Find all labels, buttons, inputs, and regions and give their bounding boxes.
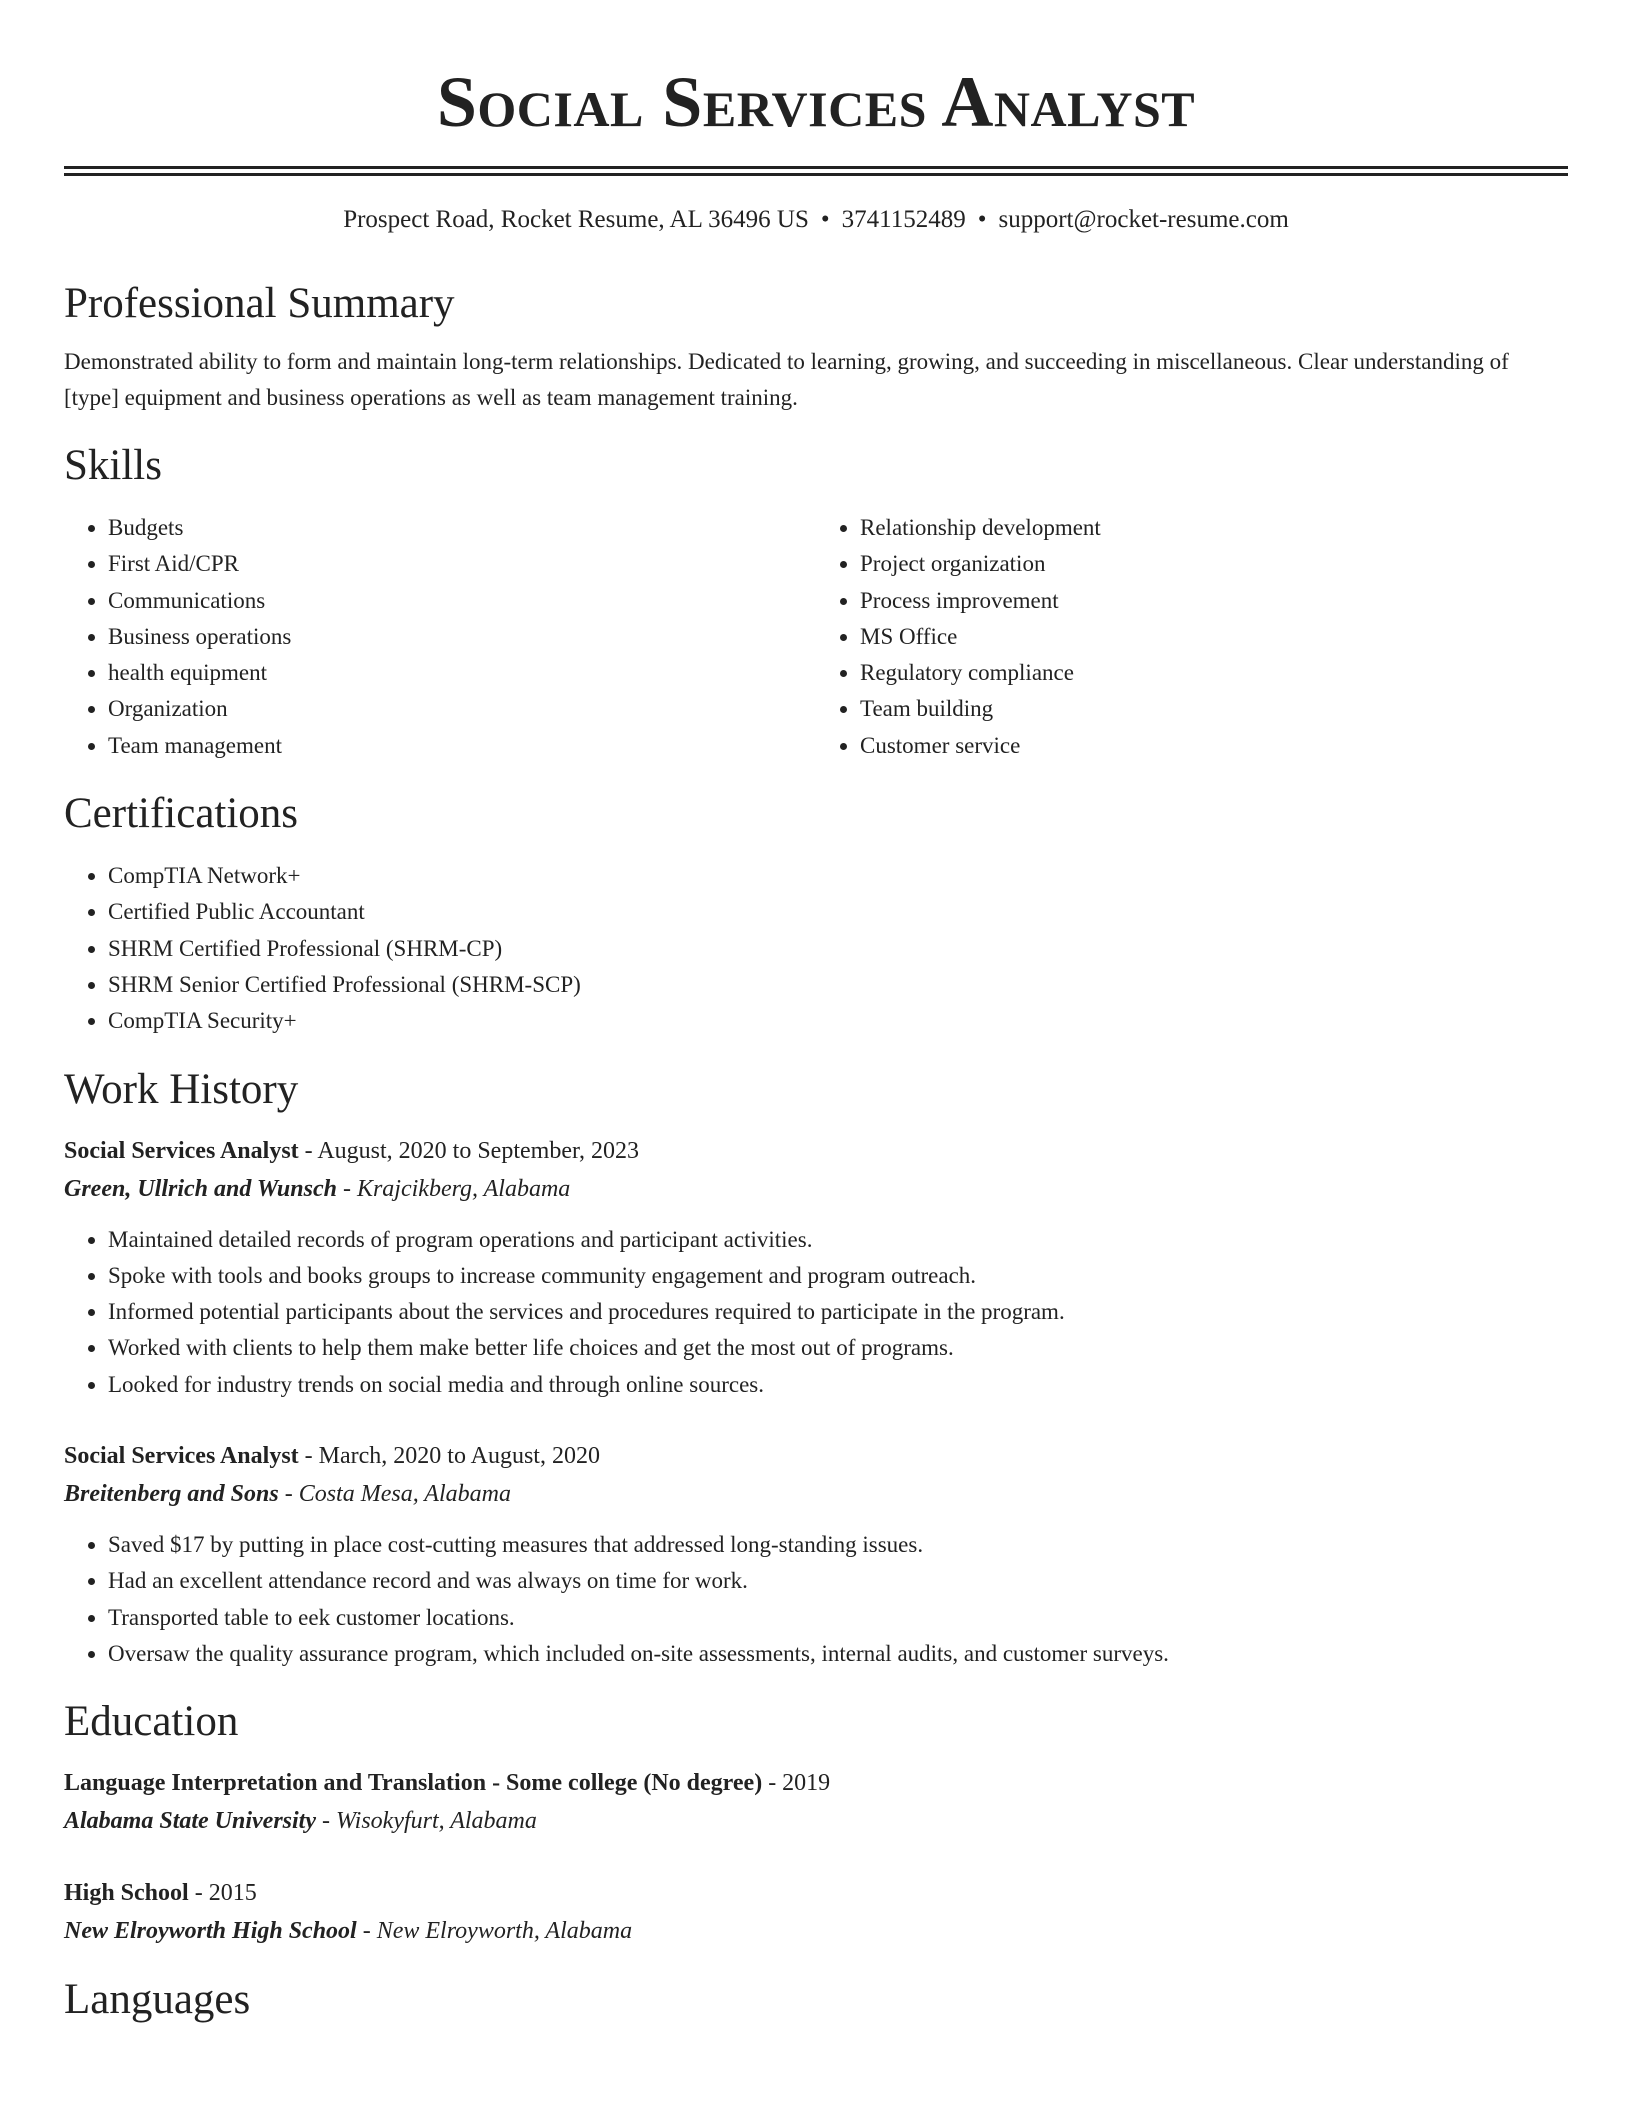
skill-item: • First Aid/CPR xyxy=(108,546,816,582)
job-title-line xyxy=(64,1132,1568,1170)
skill-item: • Budgets xyxy=(108,510,816,546)
contact-address: Prospect Road, Rocket Resume, AL 36496 US xyxy=(343,206,809,233)
contact-email: support@rocket-resume.com xyxy=(998,206,1289,233)
education-year: - 2019 xyxy=(762,1770,831,1797)
certification-item: • SHRM Certified Professional (SHRM-CP) xyxy=(108,931,1568,967)
contact-separator: • xyxy=(977,206,987,233)
contact-separator: • xyxy=(820,206,830,233)
education-degree-line xyxy=(64,1764,1568,1802)
skills-columns xyxy=(64,510,1568,764)
skill-item: • Organization xyxy=(108,691,816,727)
job-entry xyxy=(64,1437,1568,1672)
job-bullet: • Looked for industry trends on social media and through online sources. xyxy=(108,1367,1568,1403)
job-company: Breitenberg and Sons xyxy=(64,1481,279,1508)
certification-item: • Certified Public Accountant xyxy=(108,894,1568,930)
contact-line xyxy=(64,204,1568,236)
skill-item: • health equipment xyxy=(108,655,816,691)
summary-section xyxy=(64,276,1568,416)
certification-item: • SHRM Senior Certified Professional (SHRM-SCP) xyxy=(108,967,1568,1003)
skills-heading: Skills xyxy=(64,442,162,489)
education-location: - New Elroyworth, Alabama xyxy=(356,1918,633,1945)
job-company-line xyxy=(64,1475,1568,1513)
education-heading: Education xyxy=(64,1698,239,1746)
job-bullets xyxy=(64,1222,1568,1403)
languages-heading: Languages xyxy=(64,1976,251,2024)
job-company: Green, Ullrich and Wunsch xyxy=(64,1175,337,1202)
certifications-section xyxy=(64,786,1568,1039)
job-title: Social Services Analyst xyxy=(64,1443,299,1470)
candidate-name: Social Services Analyst xyxy=(436,62,1196,142)
job-bullets xyxy=(64,1527,1568,1672)
education-year: - 2015 xyxy=(188,1880,257,1907)
skills-list-left xyxy=(64,510,816,764)
education-school: Alabama State University xyxy=(64,1808,316,1835)
job-title: Social Services Analyst xyxy=(64,1137,299,1164)
job-dates: - August, 2020 to September, 2023 xyxy=(298,1137,640,1164)
education-section xyxy=(64,1694,1568,1950)
job-entry xyxy=(64,1132,1568,1403)
skill-item: • Regulatory compliance xyxy=(860,655,1568,691)
job-location: - Costa Mesa, Alabama xyxy=(278,1481,511,1508)
certifications-heading: Certifications xyxy=(64,790,299,838)
job-bullet: • Worked with clients to help them make better life choices and get the most out of programs. xyxy=(108,1330,1568,1366)
certification-item: • CompTIA Security+ xyxy=(108,1003,1568,1039)
education-school-line xyxy=(64,1802,1568,1840)
job-title-line xyxy=(64,1437,1568,1475)
header-divider xyxy=(64,166,1568,176)
languages-section xyxy=(64,1972,1568,2028)
education-school: New Elroyworth High School xyxy=(64,1918,357,1945)
job-bullet: • Maintained detailed records of program operations and participant activities. xyxy=(108,1222,1568,1258)
job-bullet: • Had an excellent attendance record and was always on time for work. xyxy=(108,1563,1568,1599)
job-company-line xyxy=(64,1170,1568,1208)
job-bullet: • Spoke with tools and books groups to increase community engagement and program outreach. xyxy=(108,1258,1568,1294)
skill-item: • Business operations xyxy=(108,619,816,655)
work-history-heading: Work History xyxy=(64,1065,299,1113)
skill-item: • Customer service xyxy=(860,728,1568,764)
job-bullet: • Oversaw the quality assurance program, which included on-site assessments, internal audits, and customer surveys. xyxy=(108,1636,1568,1672)
education-degree: High School xyxy=(64,1880,189,1907)
skills-list-right xyxy=(816,510,1568,764)
job-bullet: • Saved $17 by putting in place cost-cutting measures that addressed long-standing issues. xyxy=(108,1527,1568,1563)
skill-item: • MS Office xyxy=(860,619,1568,655)
skill-item: • Project organization xyxy=(860,546,1568,582)
skill-item: • Relationship development xyxy=(860,510,1568,546)
skill-item: • Team building xyxy=(860,691,1568,727)
contact-phone: 3741152489 xyxy=(841,206,966,233)
skill-item: • Process improvement xyxy=(860,583,1568,619)
job-location: - Krajcikberg, Alabama xyxy=(336,1175,571,1202)
education-entry xyxy=(64,1764,1568,1840)
education-degree: Language Interpretation and Translation - Some college (No degree) xyxy=(64,1770,763,1797)
summary-heading: Professional Summary xyxy=(64,280,455,327)
education-school-line xyxy=(64,1912,1568,1950)
skill-item: • Team management xyxy=(108,728,816,764)
certification-item: • CompTIA Network+ xyxy=(108,858,1568,894)
summary-text: Demonstrated ability to form and maintain long-term relationships. Dedicated to learning, growing, and succeeding in miscellaneous. Clear understanding of [type] equipment and business operations as well as team management training. xyxy=(64,349,1509,410)
education-degree-line xyxy=(64,1874,1568,1912)
education-location: - Wisokyfurt, Alabama xyxy=(316,1808,537,1835)
education-entry xyxy=(64,1874,1568,1950)
resume-page xyxy=(64,0,1568,2028)
work-history-section xyxy=(64,1062,1568,1673)
certifications-list xyxy=(64,858,1568,1039)
job-bullet: • Transported table to eek customer locations. xyxy=(108,1600,1568,1636)
skills-section xyxy=(64,438,1568,764)
job-bullet: • Informed potential participants about the services and procedures required to participate in the program. xyxy=(108,1294,1568,1330)
skill-item: • Communications xyxy=(108,583,816,619)
job-dates: - March, 2020 to August, 2020 xyxy=(298,1443,600,1470)
